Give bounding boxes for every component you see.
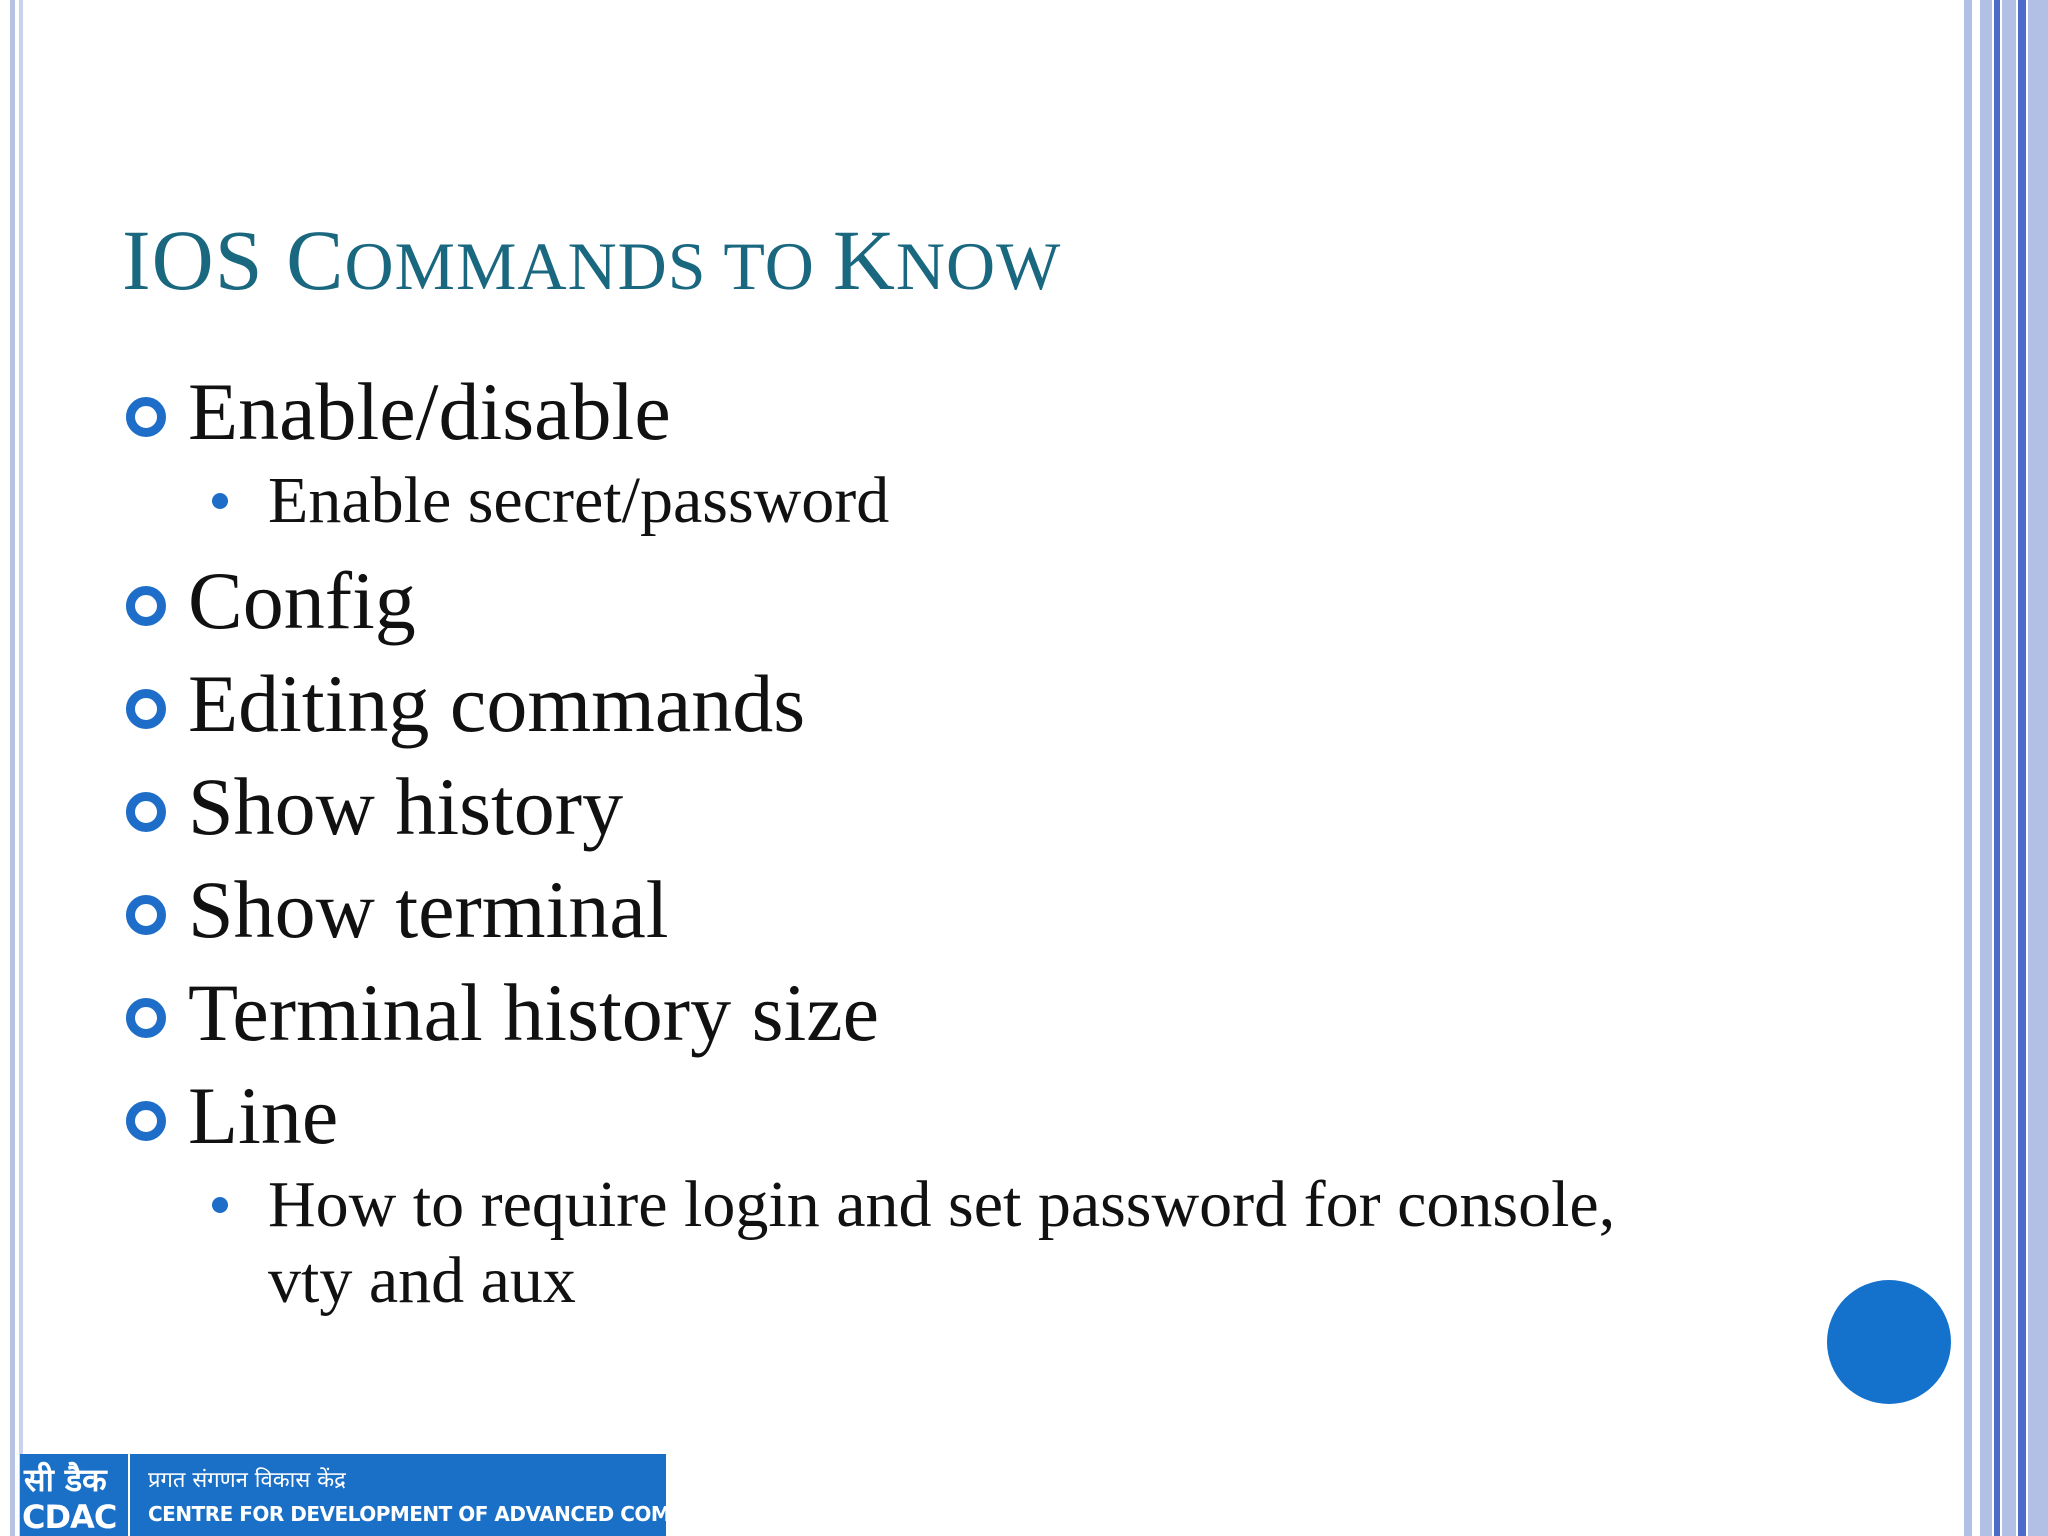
- blue-circle-decoration: [1827, 1280, 1951, 1404]
- ring-bullet-icon: [126, 895, 166, 935]
- sub-bullet-text: How to require login and set password for console, vty and aux: [268, 1168, 1616, 1317]
- bullet-item: [126, 360, 1826, 463]
- bullet-text: Enable/disable: [188, 366, 671, 457]
- bullet-text: Config: [188, 555, 416, 646]
- title-part: K: [832, 212, 896, 308]
- bullet-item: [126, 755, 1826, 858]
- cdac-logo: [20, 1454, 753, 1536]
- left-border-line: [10, 0, 15, 1536]
- ring-bullet-icon: [126, 689, 166, 729]
- slide-title: [122, 210, 1061, 310]
- logo-hindi-short: सी डैक: [24, 1461, 107, 1499]
- dot-bullet-icon: [212, 493, 228, 509]
- title-part: IOS C: [122, 212, 345, 308]
- logo-full-name: CENTRE FOR DEVELOPMENT OF ADVANCED COMPUTING: [148, 1502, 753, 1526]
- bullet-text: Terminal history size: [188, 967, 880, 1058]
- ring-bullet-icon: [126, 397, 166, 437]
- sub-bullet-text: Enable secret/password: [268, 464, 890, 537]
- logo-short-name: CDAC: [22, 1498, 117, 1536]
- bullet-item: [126, 652, 1826, 755]
- ring-bullet-icon: [126, 998, 166, 1038]
- ring-bullet-icon: [126, 792, 166, 832]
- bullet-text: Show history: [188, 761, 624, 852]
- ring-bullet-icon: [126, 1101, 166, 1141]
- bullet-list: [126, 360, 1826, 1329]
- cdac-logo-mark: [20, 1454, 130, 1536]
- dot-bullet-icon: [212, 1197, 228, 1213]
- ring-bullet-icon: [126, 586, 166, 626]
- sub-bullet-item: [126, 1167, 1688, 1319]
- logo-hindi-full: प्रगत संगणन विकास केंद्र: [148, 1468, 346, 1493]
- bullet-item: [126, 1064, 1826, 1167]
- bullet-item: [126, 858, 1826, 961]
- bullet-item: [126, 549, 1826, 652]
- bullet-item: [126, 961, 1826, 1064]
- bullet-text: Show terminal: [188, 864, 669, 955]
- title-part: OMMANDS TO: [344, 228, 833, 304]
- title-part: NOW: [895, 228, 1062, 304]
- bullet-text: Line: [188, 1070, 339, 1161]
- right-decorative-stripes: [1964, 0, 2048, 1536]
- bullet-text: Editing commands: [188, 658, 806, 749]
- sub-bullet-item: [126, 463, 1826, 539]
- left-border-line-inner: [19, 0, 23, 1536]
